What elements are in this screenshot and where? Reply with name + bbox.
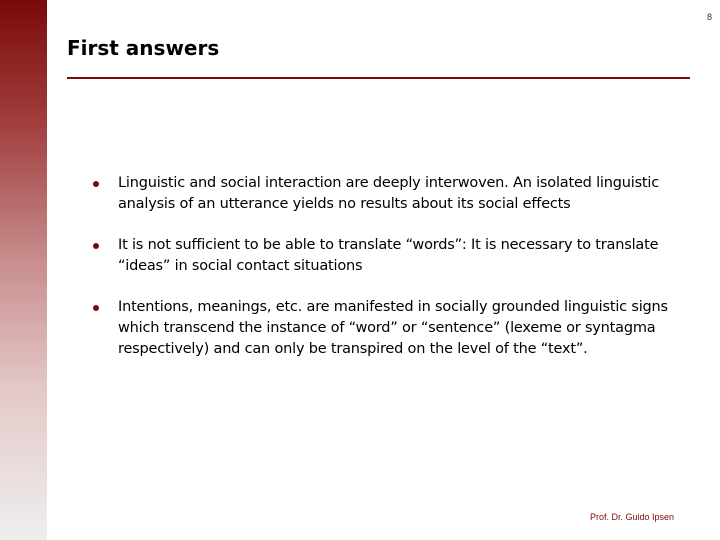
bullet-list (93, 173, 673, 380)
footer-author: Prof. Dr. Guido Ipsen (590, 512, 675, 522)
bullet-text: Intentions, meanings, etc. are manifested in socially grounded linguistic signs which transcend the instance of “word” or “sentence” (lexeme or syntagma respectively) and can only be transpired on the level of the “text”. (118, 299, 668, 357)
bullet-dot-icon (93, 243, 99, 249)
slide-title: First answers (67, 36, 220, 60)
bullet-text: Linguistic and social interaction are deeply interwoven. An isolated linguistic analysis of an utterance yields no results about its social effects (118, 175, 660, 212)
bullet-dot-icon (93, 181, 99, 187)
bullet-item (93, 235, 673, 277)
bullet-item (93, 297, 673, 360)
side-gradient-bar (0, 0, 47, 540)
title-divider (67, 77, 690, 79)
bullet-text: It is not sufficient to be able to translate “words”: It is necessary to translate “ideas” in social contact situations (118, 237, 659, 274)
page-number: 8 (706, 12, 712, 22)
bullet-item (93, 173, 673, 215)
bullet-dot-icon (93, 305, 99, 311)
